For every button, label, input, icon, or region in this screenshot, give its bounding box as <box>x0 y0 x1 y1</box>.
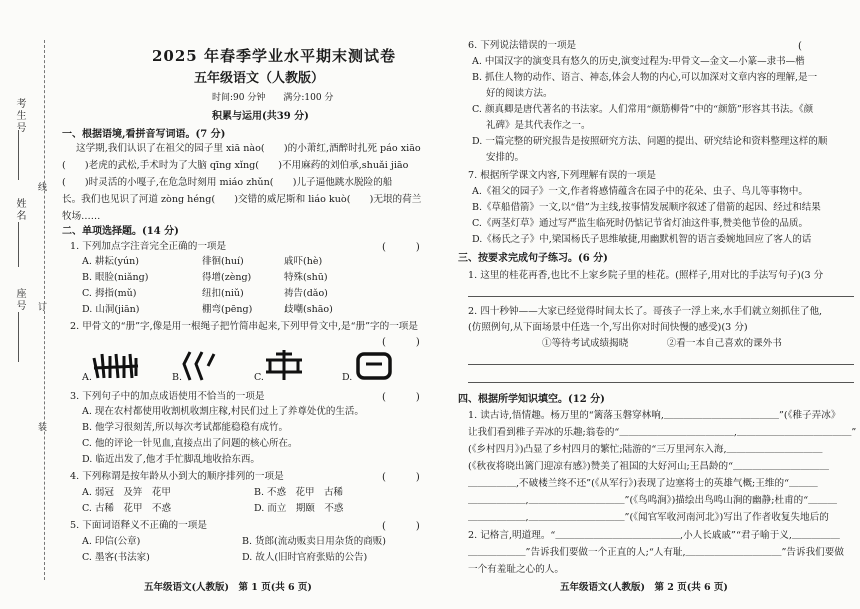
q4-1-line-1: 1. 读古诗,悟情趣。杨万里的“篱落玉磐穿林响,＿＿＿＿＿＿＿＿＿＿＿＿”(《稚子弄冰》 <box>468 410 841 421</box>
binding-char-staple: 订 <box>38 303 48 313</box>
q2-1-opt-b1: B. 眼脸(niǎng) <box>82 272 149 283</box>
q7-opt-c: C.《两茎灯草》通过写严监生临死时仍惦记节省灯油这件事,赞美他节俭的品质。 <box>472 218 808 229</box>
q1-line-4: 长。我们也见识了河道 zòng héng( )交错的威尼斯和 liáo kuò( )无垠的荷兰 <box>62 194 422 205</box>
q2-4-opt-c: C. 古稀 花甲 不惑 <box>82 503 171 514</box>
q2-4-stem: 4. 下列称谓是按年龄从小到大的顺序排列的一项是 <box>70 471 284 482</box>
q2-4-opt-d: D. 而立 期颐 不惑 <box>254 503 344 514</box>
binding-char-bind: 装 <box>38 423 48 433</box>
footer-page-2: 五年级语文(人教版) 第 2 页(共 6 页) <box>560 582 728 593</box>
q2-2-answer-paren[interactable]: ( ) <box>382 337 420 348</box>
q6-opt-d-cont: 安排的。 <box>486 152 525 163</box>
q2-2-opt-b: B. <box>172 372 183 383</box>
q3-2-answer-line-2[interactable] <box>468 382 854 383</box>
q2-5-answer-paren[interactable]: ( ) <box>382 521 420 532</box>
q2-1-stem: 1. 下列加点字注音完全正确的一项是 <box>70 241 227 252</box>
oracle-glyph-a-icon <box>92 350 140 382</box>
q2-1-opt-d3: 歧嘲(shāo) <box>284 304 333 315</box>
oracle-glyph-d-icon <box>354 350 394 382</box>
seat-line <box>18 312 19 362</box>
q2-1-opt-b3: 特殊(shū) <box>284 272 328 283</box>
time-and-score: 时间:90 分钟 满分:100 分 <box>212 93 334 103</box>
q2-2-opt-c: C. <box>254 372 264 383</box>
q1-line-1: 这学期,我们认识了在祖父的园子里 xiā nào( )的小萧红,酒醉时扎死 páo xiāo <box>76 143 421 154</box>
q6-opt-c: C. 颜真卿是唐代著名的书法家。人们常用“颜筋柳骨”中的“颜筋”形容其书法。《颜 <box>472 104 814 115</box>
q6-stem: 6. 下列说法错误的一项是 <box>468 40 577 51</box>
q2-1-opt-d1: D. 山洞(jiān) <box>82 304 140 315</box>
q3-2-answer-line-1[interactable] <box>468 364 854 365</box>
q2-5-stem: 5. 下面词语释义不正确的一项是 <box>70 520 207 531</box>
q2-1-opt-a1: A. 耕耘(yún) <box>82 256 139 267</box>
q2-4-answer-paren[interactable]: ( ) <box>382 472 420 483</box>
name-line <box>18 222 19 267</box>
q2-5-opt-a: A. 印信(公章) <box>82 536 141 547</box>
q2-1-opt-c3: 祷告(dǎo) <box>284 288 328 299</box>
q1-heading: 一、根据语境,看拼音写词语。(7 分) <box>62 129 226 140</box>
q4-2-line-3: 一个有羞耻之心的人。 <box>468 564 564 575</box>
q4-heading: 四、根据所学知识填空。(12 分) <box>458 394 605 405</box>
candidate-number-line <box>18 130 19 180</box>
q4-2-line-1: 2. 记格言,明道理。“＿＿＿＿＿＿＿＿＿＿＿＿＿,小人长戚戚”“君子喻于义,＿＿＿＿＿ <box>468 530 840 541</box>
candidate-number-label: 考生号 <box>14 98 25 134</box>
q4-1-line-3: (《乡村四月》)凸显了乡村四月的繁忙;陆游的“三万里河东入海,＿＿＿＿＿＿＿＿＿＿ <box>468 444 823 455</box>
q2-1-opt-a2: 徘徊(huí) <box>202 256 244 267</box>
q4-2-line-2: ＿＿＿＿＿＿”告诉我们要做一个正直的人;“人有耻,＿＿＿＿＿＿＿＿＿＿”告诉我们要做 <box>468 547 844 558</box>
seat-number-label: 座号 <box>14 288 25 312</box>
q2-1-answer-paren[interactable]: ( ) <box>382 242 420 253</box>
q3-1-answer-line[interactable] <box>468 296 854 297</box>
exam-title: 2025 年春季学业水平期末测试卷 <box>152 47 396 65</box>
q2-2-opt-a: A. <box>82 372 92 383</box>
q2-3-opt-a: A. 现在农村都使用收割机收割庄稼,村民们过上了养尊处优的生活。 <box>82 406 364 417</box>
q2-3-opt-b: B. 他学习很刻苦,所以每次考试都能稳稳有成竹。 <box>82 422 289 433</box>
q6-opt-c-cont: 礼碑》是其代表作之一。 <box>486 120 591 131</box>
oracle-glyph-b-icon <box>180 350 220 382</box>
q4-1-line-5: ＿＿＿＿＿,不破楼兰终不还”(《从军行》)表现了边塞将士的英雄气概;王维的“＿＿＿ <box>468 478 818 489</box>
q3-2-example: 2. 四十秒钟——大家已经觉得时间太长了。哥孩子一浮上来,水手们就立刻抓住了他, <box>468 306 823 317</box>
q7-opt-d: D.《杨氏之子》中,梁国杨氏子思维敏捷,用幽默机智的语言委婉地回应了客人的话 <box>472 234 812 245</box>
q7-opt-a: A.《祖父的园子》一文,作者将感情蕴含在园子中的花朵、虫子、鸟儿等事物中。 <box>472 186 808 197</box>
q3-2-choices: ①等待考试成绩揭晓 ②看一本自己喜欢的课外书 <box>542 338 782 349</box>
q2-heading: 二、单项选择题。(14 分) <box>62 226 179 237</box>
q4-1-line-7: ＿＿＿＿＿＿,＿＿＿＿＿＿＿＿＿＿”(《闻官军收河南河北》)写出了作者收复失地后的 <box>468 512 829 523</box>
q2-4-opt-b: B. 不惑 花甲 古稀 <box>254 487 344 498</box>
q1-line-2: ( )老虎的武松,手术时为了大脑 qīng xǐng( )不用麻药的刘伯承,shuǎi jiāo <box>62 160 409 171</box>
q3-1-prompt: 1. 这里的桂花再香,也比不上家乡院子里的桂花。(照样子,用对比的手法写句子)(3 分 <box>468 270 824 281</box>
q2-2-stem: 2. 甲骨文的“册”字,像是用一根绳子把竹简串起来,下列甲骨文中,是“册”字的一项是 <box>70 321 418 332</box>
q2-3-stem: 3. 下列句子中的加点成语使用不恰当的一项是 <box>70 391 265 402</box>
exam-subtitle: 五年级语文（人教版） <box>194 71 325 86</box>
q4-1-line-2: 让我们看到稚子弄冰的乐趣;翁卷的“＿＿＿＿＿＿＿＿＿＿＿＿,＿＿＿＿＿＿＿＿＿＿＿＿” <box>468 427 857 438</box>
footer-page-1: 五年级语文(人教版) 第 1 页(共 6 页) <box>144 582 312 593</box>
q2-1-opt-c1: C. 拇指(mǔ) <box>82 288 137 299</box>
q1-line-3: ( )时灵活的小嘎子,在危急时刻用 miáo zhǔn( )儿子逼他跳水脱险的船 <box>62 177 393 188</box>
q4-1-line-6: ＿＿＿＿＿＿,＿＿＿＿＿＿＿＿＿＿”(《鸟鸣涧》)描绘出鸟鸣山涧的幽静;杜甫的“＿＿＿ <box>468 495 837 506</box>
q6-opt-d: D. 一篇完整的研究报告是按照研究方法、问题的提出、研究结论和资料整理这样的顺 <box>472 136 828 147</box>
part-heading: 积累与运用(共39 分) <box>212 111 309 122</box>
q2-4-opt-a: A. 弱冠 及笄 花甲 <box>82 487 171 498</box>
q6-answer-paren[interactable]: ( <box>798 41 802 52</box>
binding-dashed-line <box>44 40 45 580</box>
q2-5-opt-d: D. 故人(旧时官府张贴的公告) <box>242 552 368 563</box>
q6-opt-b: B. 抓住人物的动作、语言、神态,体会人物的内心,可以加深对文章内容的理解,是一 <box>472 72 818 83</box>
name-label: 姓名 <box>14 198 25 222</box>
q6-opt-a: A. 中国汉字的演变具有悠久的历史,演变过程为:甲骨文—金文—小篆—隶书—楷 <box>472 56 805 67</box>
q4-1-line-4: (《秋夜将晓出篱门迎凉有感》)赞美了祖国的大好河山;王昌龄的“＿＿＿＿＿＿＿＿＿＿ <box>468 461 829 472</box>
q2-1-opt-b2: 得增(zèng) <box>202 272 252 283</box>
q2-1-opt-c2: 纽扣(niǔ) <box>202 288 244 299</box>
q6-opt-b-cont: 好的阅读方法。 <box>486 88 553 99</box>
q2-2-opt-d: D. <box>342 372 353 383</box>
q2-3-opt-d: D. 临近出发了,他才手忙脚乱地收拾东西。 <box>82 454 260 465</box>
q7-stem: 7. 根据所学课文内容,下列理解有误的一项是 <box>468 170 656 181</box>
q2-3-answer-paren[interactable]: ( ) <box>382 392 420 403</box>
q7-opt-b: B.《草船借箭》一文,以“借”为主线,按事情发展顺序叙述了借箭的起因、经过和结果 <box>472 202 821 213</box>
q2-1-opt-d2: 棚弯(pēng) <box>202 304 253 315</box>
binding-char-line: 线 <box>38 183 48 193</box>
q1-line-5: 牧场…… <box>62 211 101 222</box>
q2-3-opt-c: C. 他的评论一针见血,直接点出了问题的核心所在。 <box>82 438 298 449</box>
q3-heading: 三、按要求完成句子练习。(6 分) <box>458 253 608 264</box>
q2-1-opt-a3: 戚吓(hè) <box>284 256 323 267</box>
q3-2-instruction: (仿照例句,从下面场景中任选一个,写出你对时间快慢的感受)(3 分) <box>468 322 748 333</box>
q2-5-opt-c: C. 墨客(书法家) <box>82 552 150 563</box>
q2-5-opt-b: B. 货郎(流动贩卖日用杂货的商贩) <box>242 536 386 547</box>
oracle-glyph-c-icon <box>262 348 306 382</box>
binding-margin <box>0 0 62 609</box>
